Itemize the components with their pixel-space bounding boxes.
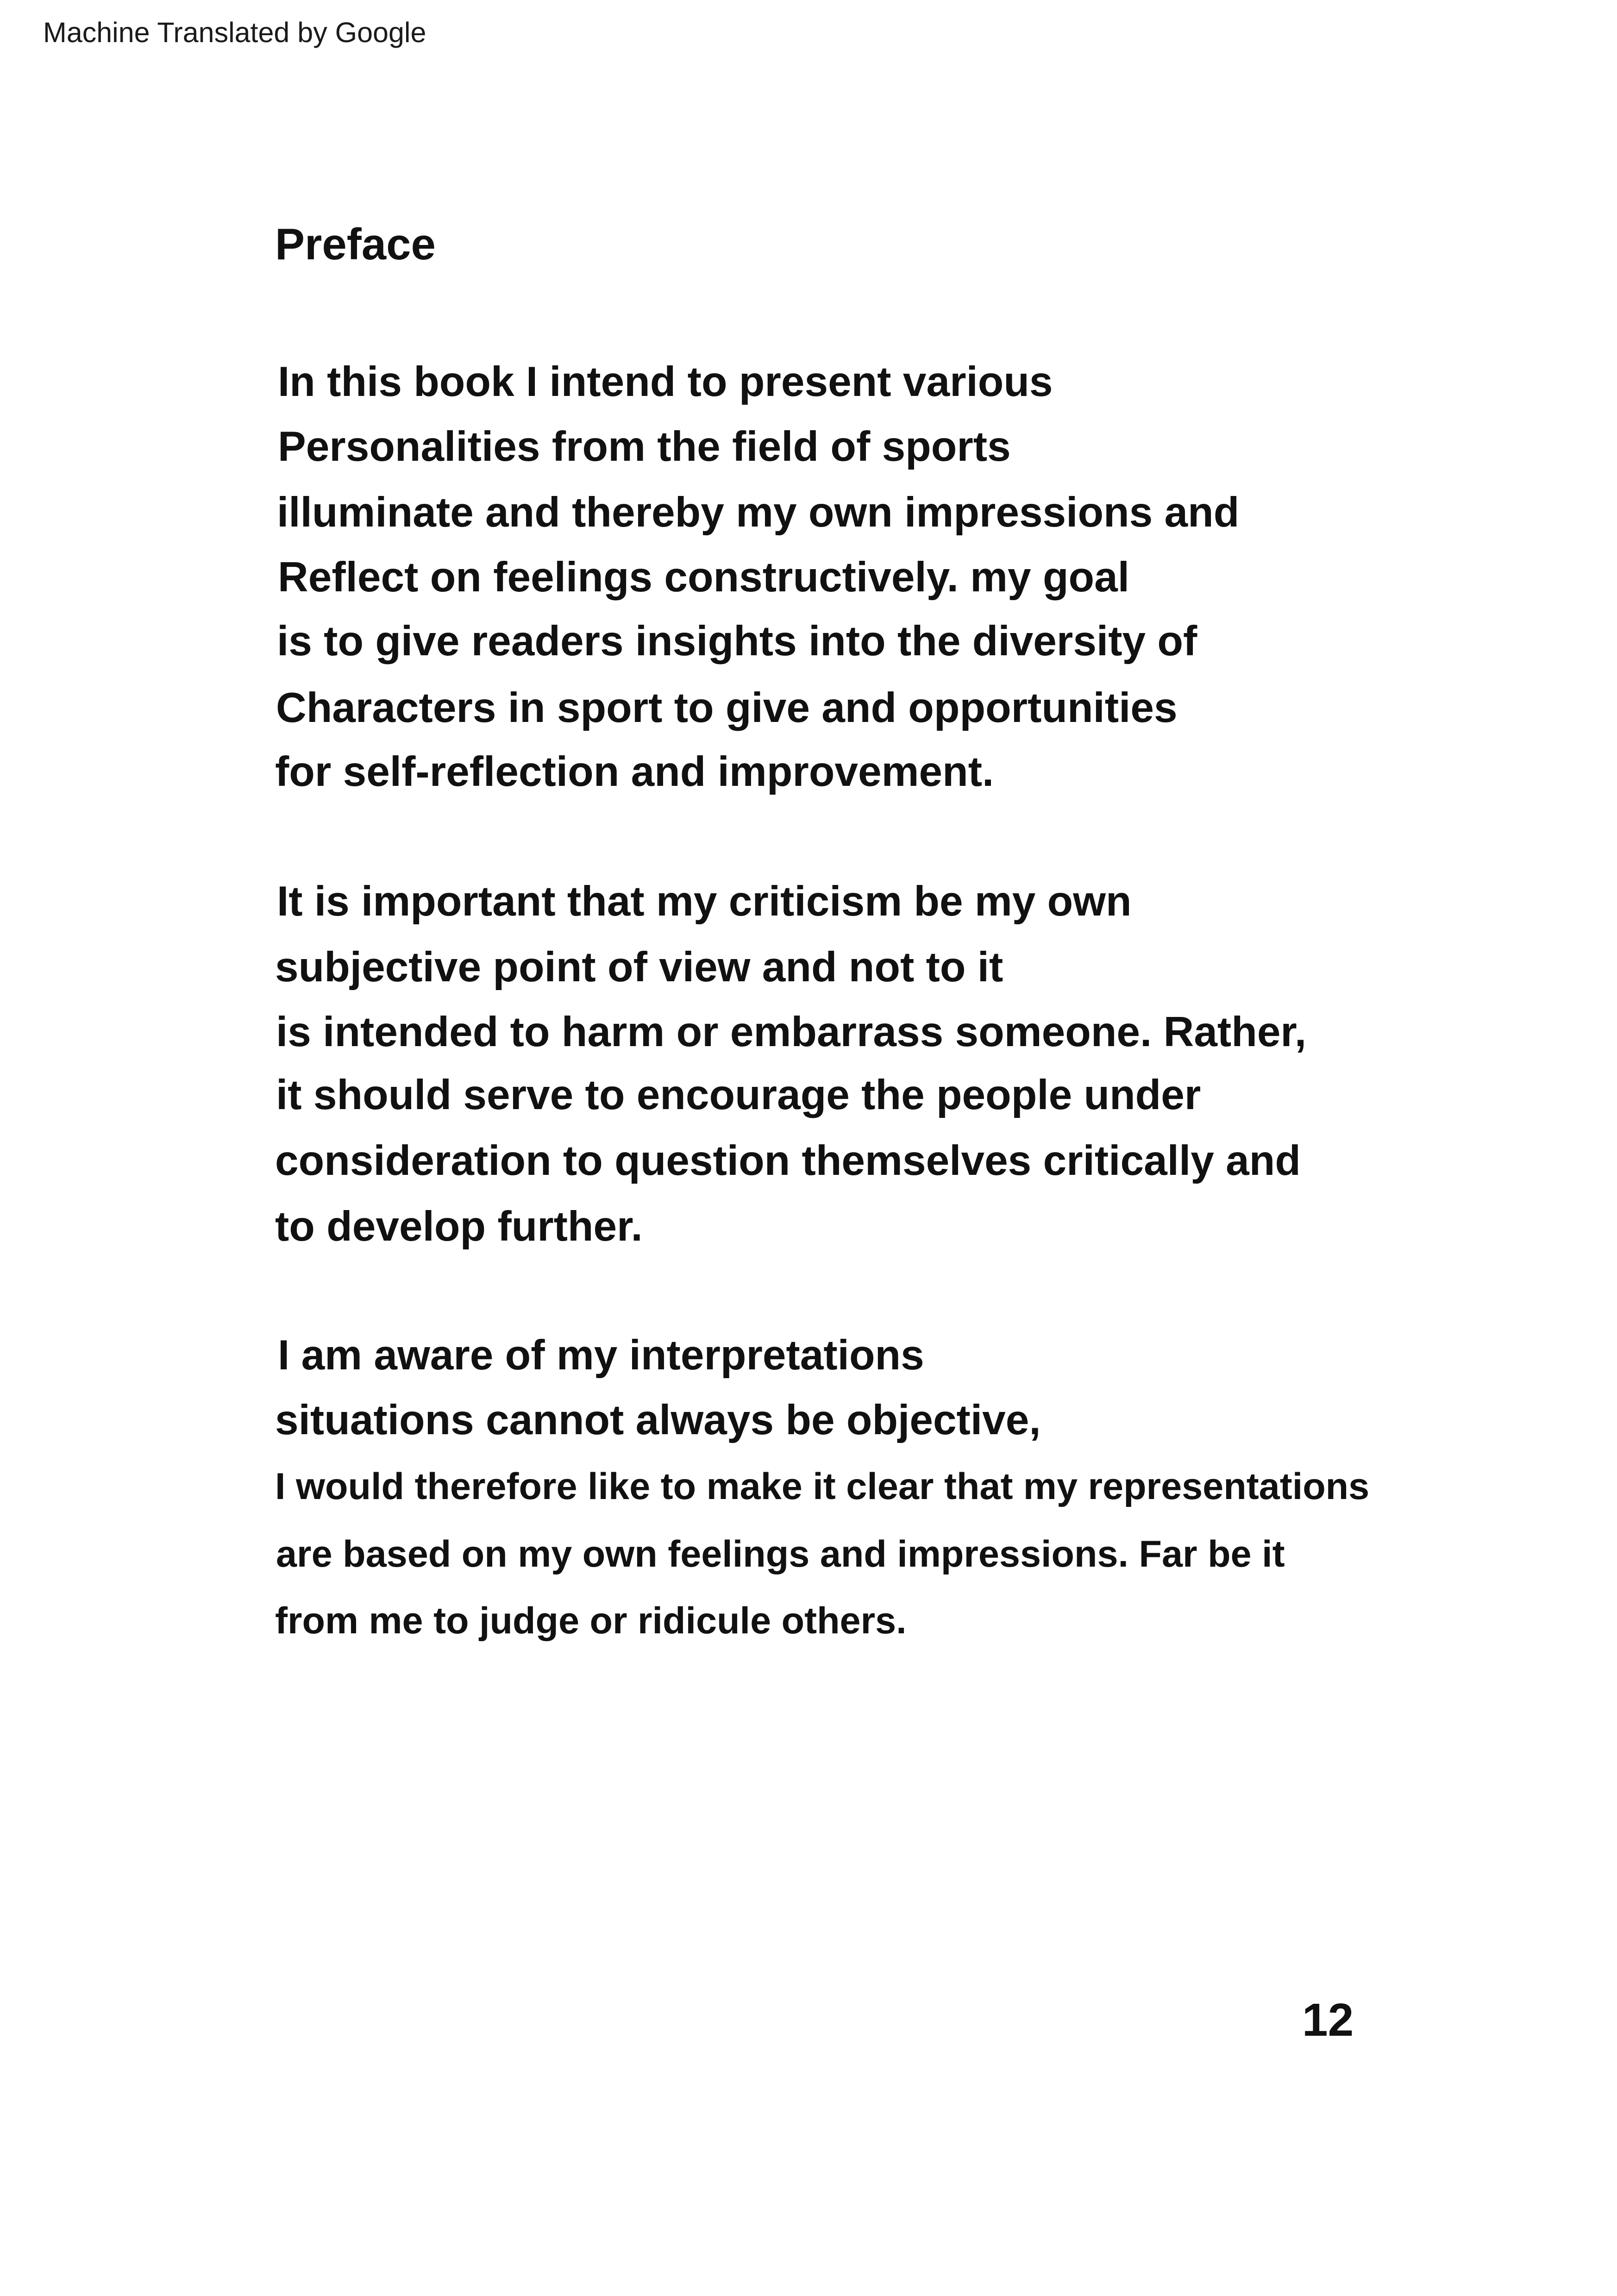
paragraph-1-line-4: Reflect on feelings constructively. my goal: [278, 554, 1130, 601]
paragraph-1-line-5: is to give readers insights into the diversity of: [277, 618, 1197, 665]
paragraph-2-line-5: consideration to question themselves critically and: [275, 1137, 1301, 1184]
paragraph-1-line-7: for self-reflection and improvement.: [275, 748, 994, 795]
paragraph-3-line-3: I would therefore like to make it clear that my representations: [275, 1466, 1370, 1507]
page-heading: Preface: [275, 220, 436, 269]
paragraph-2-line-6: to develop further.: [275, 1203, 643, 1250]
machine-translation-notice: Machine Translated by Google: [43, 17, 426, 48]
paragraph-1-line-3: illuminate and thereby my own impressions and: [277, 489, 1240, 536]
paragraph-2-line-1: It is important that my criticism be my own: [277, 878, 1132, 925]
paragraph-3-line-2: situations cannot always be objective,: [275, 1397, 1041, 1443]
page-number: 12: [1302, 1994, 1354, 2046]
paragraph-2-line-2: subjective point of view and not to it: [275, 944, 1003, 991]
paragraph-2-line-3: is intended to harm or embarrass someone. Rather,: [276, 1009, 1307, 1055]
paragraph-2-line-4: it should serve to encourage the people under: [276, 1072, 1201, 1118]
paragraph-3-line-1: I am aware of my interpretations: [278, 1332, 924, 1379]
paragraph-1-line-6: Characters in sport to give and opportunities: [276, 684, 1178, 731]
paragraph-3-line-5: from me to judge or ridicule others.: [275, 1600, 907, 1642]
paragraph-1-line-2: Personalities from the field of sports: [278, 423, 1011, 470]
paragraph-3-line-4: are based on my own feelings and impressions. Far be it: [276, 1533, 1285, 1575]
paragraph-1-line-1: In this book I intend to present various: [278, 358, 1053, 405]
